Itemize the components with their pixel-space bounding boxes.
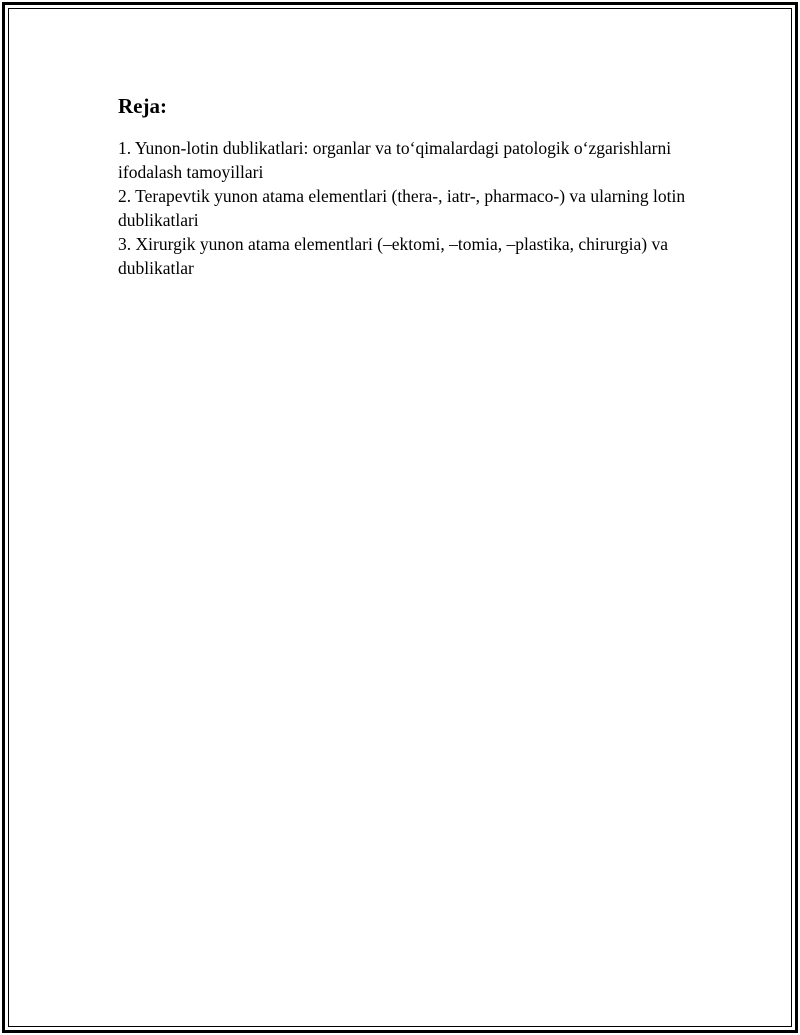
plan-heading: Reja:	[118, 94, 167, 118]
plan-list	[118, 136, 698, 280]
plan-item-2: 2. Terapevtik yunon atama elementlari (thera-, iatr-, pharmaco-) va ularning lotin dublikatlari	[118, 186, 686, 230]
document-content	[118, 92, 698, 280]
plan-item-3: 3. Xirurgik yunon atama elementlari (–ektomi, –tomia, –plastika, chirurgia) va dublikatlar	[118, 234, 668, 278]
plan-item-1: 1. Yunon-lotin dublikatlari: organlar va to‘qimalardagi patologik o‘zgarishlarni ifodalash tamoyillari	[118, 138, 672, 182]
